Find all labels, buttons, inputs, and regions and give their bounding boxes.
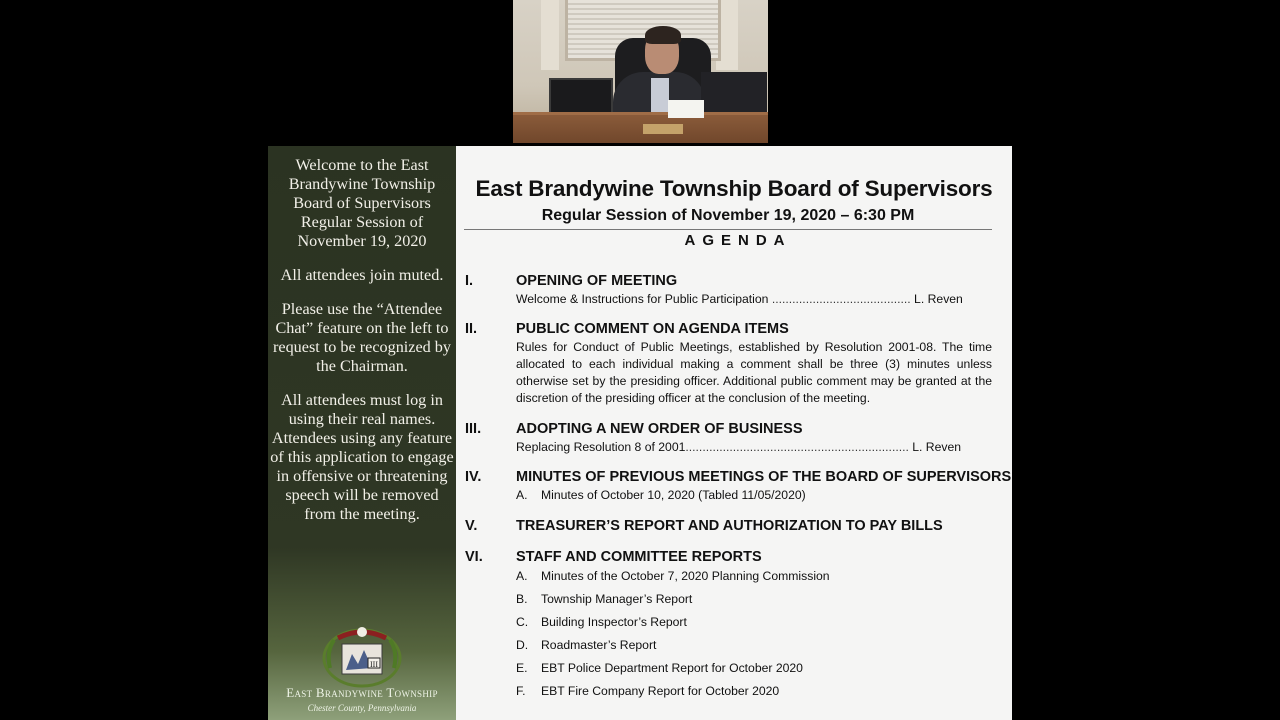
presenter-name: L. Reven xyxy=(908,440,962,454)
township-seal-logo xyxy=(268,624,456,720)
item-paragraph: Rules for Conduct of Public Meetings, established by Resolution 2001-08. The time allocated to each individual making a comment shall be three (3) minutes unless otherwise set by the presiding officer. Additional public comment may be granted at the discretion of the presiding officer at the conclusion of the meeting. xyxy=(516,340,992,405)
title-divider xyxy=(464,229,992,230)
item-heading: MINUTES OF PREVIOUS MEETINGS OF THE BOARD OF SUPERVISORS xyxy=(516,469,1012,485)
sub-item xyxy=(516,615,687,629)
leader-dots: .................................................................. xyxy=(685,440,909,454)
sub-item xyxy=(516,638,656,652)
sub-item-letter: A. xyxy=(516,569,528,583)
conduct-rules-notice: All attendees must log in using their real names. Attendees using any feature of this application to engage in offensive or threatening speech will be removed from the meeting. xyxy=(270,391,454,523)
sub-item-text: Township Manager’s Report xyxy=(541,592,693,606)
sub-item-text: Building Inspector’s Report xyxy=(541,615,687,629)
sub-item xyxy=(516,488,806,502)
item-number: VI. xyxy=(465,549,483,565)
session-subtitle: Regular Session of November 19, 2020 – 6:30 PM xyxy=(541,207,915,224)
agenda-document xyxy=(456,146,1012,720)
sub-item-text: Minutes of the October 7, 2020 Planning Commission xyxy=(541,569,830,583)
sub-item xyxy=(516,592,692,606)
welcome-text: Welcome to the East Brandywine Township Board of Supervisors Regular Session of November 19, 2020 xyxy=(288,156,436,250)
sub-item-text: EBT Police Department Report for October 2020 xyxy=(541,661,803,675)
item-heading: TREASURER’S REPORT AND AUTHORIZATION TO PAY BILLS xyxy=(516,518,943,534)
item-heading: PUBLIC COMMENT ON AGENDA ITEMS xyxy=(516,321,789,337)
township-seal-icon xyxy=(268,624,456,688)
sub-item xyxy=(516,661,803,675)
item-heading: OPENING OF MEETING xyxy=(516,273,678,289)
item-line-text: Replacing Resolution 8 of 2001 xyxy=(516,440,686,454)
sub-item xyxy=(516,684,779,698)
welcome-sidebar xyxy=(268,146,456,720)
item-line xyxy=(516,292,990,306)
item-number: IV. xyxy=(465,469,482,485)
muted-notice: All attendees join muted. xyxy=(280,266,444,284)
document-title: East Brandywine Township Board of Supervisors xyxy=(475,176,993,201)
item-line-text: Welcome & Instructions for Public Participation xyxy=(516,292,772,306)
logo-county-name: Chester County, Pennsylvania xyxy=(307,703,417,713)
sub-item-text: Roadmaster’s Report xyxy=(541,638,657,652)
item-number: I. xyxy=(465,273,474,289)
sub-item-letter: A. xyxy=(516,488,528,502)
logo-township-name: East Brandywine Township xyxy=(286,685,438,700)
sub-item-letter: D. xyxy=(516,638,529,652)
item-heading: ADOPTING A NEW ORDER OF BUSINESS xyxy=(516,421,803,437)
item-number: II. xyxy=(465,321,478,337)
item-heading: STAFF AND COMMITTEE REPORTS xyxy=(516,549,762,565)
svg-text:III: III xyxy=(370,660,378,669)
attendee-chat-notice: Please use the “Attendee Chat” feature on the left to request to be recognized by the Chairman. xyxy=(273,300,451,375)
leader-dots: ......................................... xyxy=(771,292,911,306)
sub-item-letter: B. xyxy=(516,592,528,606)
speaker-video-feed xyxy=(513,0,768,143)
item-number: III. xyxy=(465,421,482,437)
sub-item-letter: F. xyxy=(516,684,526,698)
agenda-heading: AGENDA xyxy=(684,232,792,249)
sub-item-text: EBT Fire Company Report for October 2020 xyxy=(541,684,780,698)
item-line xyxy=(516,440,990,454)
sub-item-text: Minutes of October 10, 2020 (Tabled 11/05/2020) xyxy=(541,488,806,502)
sub-item-letter: C. xyxy=(516,615,529,629)
presenter-name: L. Reven xyxy=(910,292,963,306)
sub-item-letter: E. xyxy=(516,661,528,675)
sub-item xyxy=(516,569,830,583)
item-number: V. xyxy=(465,518,478,534)
